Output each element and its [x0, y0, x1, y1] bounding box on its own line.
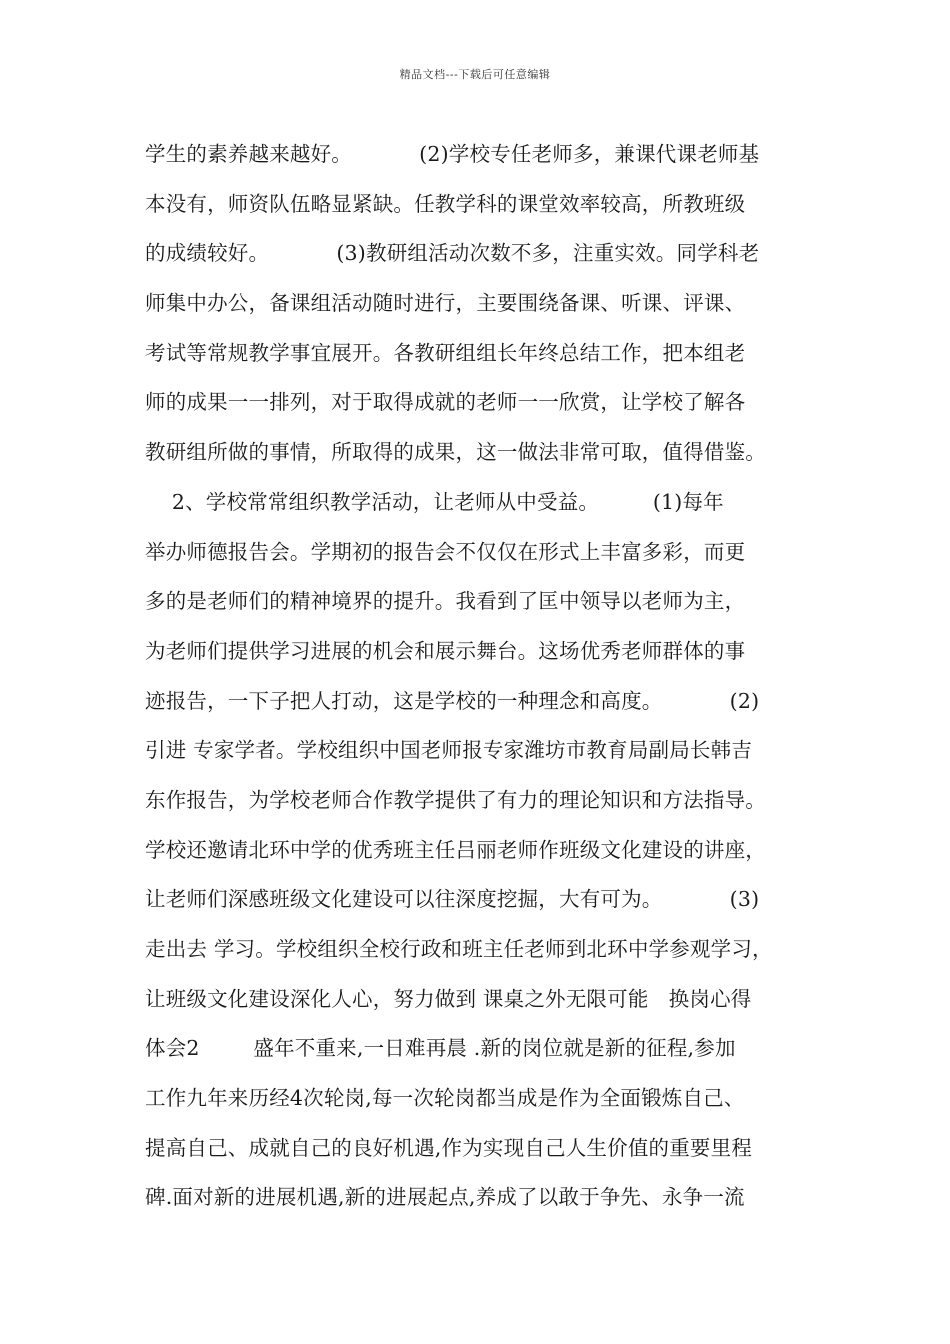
text-line: 迹报告，一下子把人打动，这是学校的一种理念和高度。 (2) [145, 688, 760, 713]
text-line: 为老师们提供学习进展的机会和展示舞台。这场优秀老师群体的事 [145, 638, 746, 663]
text-line: 多的是老师们的精神境界的提升。我看到了匡中领导以老师为主， [145, 589, 746, 614]
text-line: 2、学校常常组织教学活动，让老师从中受益。 (1)每年 [145, 489, 724, 514]
text-line: 引进 专家学者。学校组织中国老师报专家潍坊市教育局副局长韩吉 [145, 738, 753, 763]
text-line: 体会2 盛年不重来,一日难再晨 .新的岗位就是新的征程,参加 [145, 1036, 736, 1061]
text-line: 师集中办公，备课组活动随时进行，主要围绕备课、听课、评课、 [145, 291, 746, 316]
text-line: 让老师们深感班级文化建设可以往深度挖掘，大有可为。 (3) [145, 887, 760, 912]
text-line: 学校还邀请北环中学的优秀班主任吕丽老师作班级文化建设的讲座， [145, 837, 766, 862]
page-header: 精品文档---下载后可任意编辑 [399, 68, 551, 81]
text-line: 走出去 学习。学校组织全校行政和班主任老师到北环中学参观学习， [145, 937, 773, 961]
text-line: 师的成果一一排列，对于取得成就的老师一一欣赏，让学校了解各 [145, 390, 746, 415]
text-line: 东作报告，为学校老师合作教学提供了有力的理论知识和方法指导。 [145, 787, 766, 812]
text-line: 教研组所做的事情，所取得的成果，这一做法非常可取，值得借鉴。 [145, 440, 766, 465]
text-line: 学生的素养越来越好。 (2)学校专任老师多，兼课代课老师基 [145, 142, 760, 166]
text-line: 工作九年来历经4次轮岗,每一次轮岗都当成是作为全面锻炼自己、 [145, 1086, 745, 1111]
text-line: 让班级文化建设深化人心，努力做到 课桌之外无限可能 换岗心得 [145, 986, 752, 1011]
text-line: 的成绩较好。 (3)教研组活动次数不多，注重实效。同学科老 [145, 241, 760, 266]
text-line: 考试等常规教学事宜展开。各教研组组长年终总结工作，把本组老 [145, 340, 746, 365]
text-line: 碑.面对新的进展机遇,新的进展起点,养成了以敢于争先、永争一流 [145, 1185, 745, 1210]
text-line: 提高自己、成就自己的良好机遇,作为实现自己人生价值的重要里程 [145, 1135, 753, 1160]
document-body [145, 130, 825, 1223]
text-line: 本没有，师资队伍略显紧缺。任教学科的课堂效率较高，所教班级 [145, 191, 746, 216]
text-line: 举办师德报告会。学期初的报告会不仅仅在形式上丰富多彩，而更 [145, 539, 746, 564]
